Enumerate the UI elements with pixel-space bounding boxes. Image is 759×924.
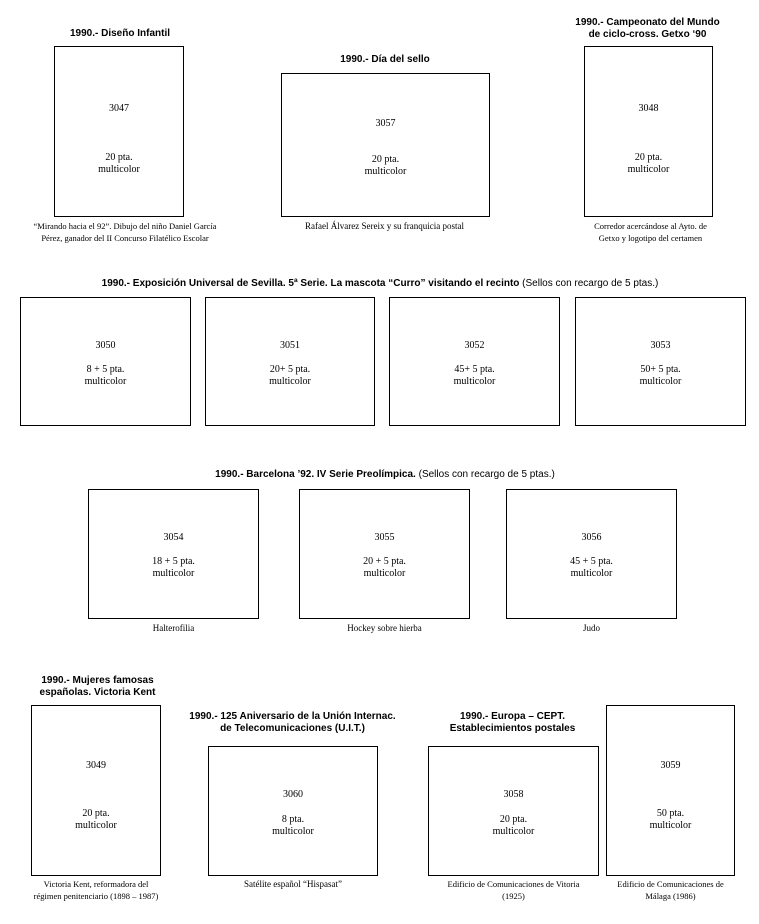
stamp-color: multicolor [363,568,406,579]
stamp-number: 3056 [581,532,602,543]
stamp-value: 20 + 5 pta. [363,556,406,567]
stamp-caption-3049: Victoria Kent, reformadora del régimen penitenciario (1898 – 1987) [33,879,159,901]
stamp-value: 50+ 5 pta. [640,364,681,375]
stamp-color: multicolor [269,376,311,387]
stamp-value: 45 + 5 pta. [570,556,613,567]
stamp-3055 [299,489,470,619]
stamp-value: 20 pta. [371,154,400,165]
stamp-3060 [208,746,378,876]
stamp-value: 50 pta. [656,808,685,819]
stamp-color: multicolor [364,166,407,177]
stamp-color: multicolor [453,376,496,387]
section-title-expo-sevilla: 1990.- Exposición Universal de Sevilla. 5ª Serie. La mascota “Curro” visitando el recinto (Sellos con recargo de 5 ptas.) [101,278,659,289]
stamp-caption-3059: Edificio de Comunicaciones de Málaga (1986) [617,879,724,901]
stamp-color: multicolor [84,376,127,387]
section-title-mujeres-famosas: 1990.- Mujeres famosas españolas. Victoria Kent [39,675,156,698]
stamp-number: 3060 [283,789,303,800]
stamp-caption-3047: “Mirando hacia el 92”. Dibujo del niño Daniel García Pérez, ganador del II Concurso Filatélico Escolar [33,221,217,243]
stamp-number: 3059 [660,760,681,771]
stamp-number: 3048 [638,103,659,114]
stamp-caption-3048: Corredor acercándose al Ayto. de Getxo y logotipo del certamen [594,221,707,243]
section-title-barcelona-92: 1990.- Barcelona ’92. IV Serie Preolímpica. (Sellos con recargo de 5 ptas.) [215,469,555,480]
stamp-caption-3057: Rafael Álvarez Sereix y su franquicia postal [305,221,464,231]
stamp-3058 [428,746,599,876]
stamp-3057 [281,73,490,217]
stamp-caption-3058: Edificio de Comunicaciones de Vitoria (1925) [447,879,580,901]
stamp-caption-3055: Hockey sobre hierba [347,623,422,633]
stamp-value: 20 pta. [634,152,663,163]
section-title-diseno-infantil: 1990.- Diseño Infantil [69,28,171,39]
stamp-3054 [88,489,259,619]
stamp-value: 45+ 5 pta. [454,364,495,375]
section-title-uit: 1990.- 125 Aniversario de la Unión Internac. de Telecomunicaciones (U.I.T.) [189,711,396,734]
stamp-3053 [575,297,746,426]
stamp-number: 3058 [503,789,524,800]
stamp-3056 [506,489,677,619]
stamp-number: 3047 [109,103,129,114]
section-title-ciclo-cross: 1990.- Campeonato del Mundo de ciclo-cross. Getxo ‘90 [575,17,720,40]
stamp-value: 20 pta. [105,152,133,163]
stamp-3059 [606,705,735,876]
stamp-caption-3054: Halterofilia [152,623,195,633]
stamp-caption-3056: Judo [582,623,600,633]
stamp-color: multicolor [649,820,692,831]
stamp-3049 [31,705,161,876]
stamp-3050 [20,297,191,426]
stamp-number: 3052 [464,340,485,351]
stamp-3051 [205,297,375,426]
stamp-color: multicolor [98,164,140,175]
stamp-number: 3055 [374,532,395,543]
stamp-number: 3054 [163,532,184,543]
section-title-dia-del-sello: 1990.- Día del sello [340,54,430,65]
stamp-color: multicolor [272,826,314,837]
stamp-value: 20+ 5 pta. [269,364,311,375]
stamp-number: 3057 [375,118,396,129]
stamp-value: 8 + 5 pta. [86,364,125,375]
stamp-color: multicolor [639,376,682,387]
stamp-3047 [54,46,184,217]
stamp-color: multicolor [152,568,195,579]
stamp-number: 3050 [95,340,116,351]
stamp-color: multicolor [570,568,613,579]
stamp-caption-3060: Satélite español “Hispasat” [244,879,342,889]
stamp-value: 20 pta. [499,814,528,825]
stamp-3052 [389,297,560,426]
stamp-value: 18 + 5 pta. [152,556,195,567]
stamp-3048 [584,46,713,217]
stamp-number: 3051 [280,340,300,351]
stamp-color: multicolor [75,820,117,831]
section-title-europa-cept: 1990.- Europa – CEPT. Establecimientos postales [449,711,576,734]
stamp-value: 20 pta. [82,808,110,819]
stamp-number: 3053 [650,340,671,351]
stamp-number: 3049 [86,760,106,771]
stamp-color: multicolor [627,164,670,175]
stamp-value: 8 pta. [281,814,305,825]
stamp-color: multicolor [492,826,535,837]
